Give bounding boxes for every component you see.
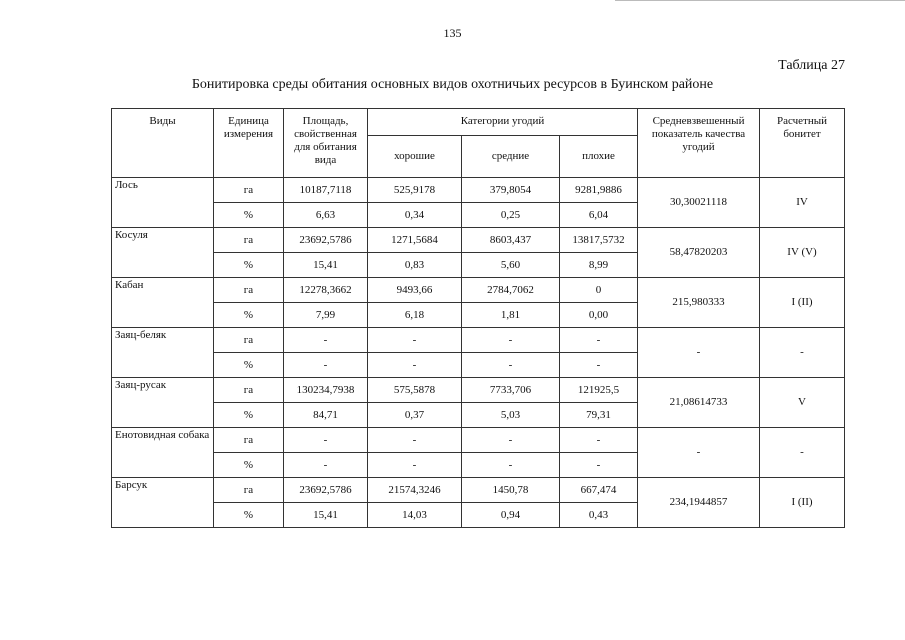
- cell-area: 23692,5786: [284, 478, 368, 503]
- header-good: хорошие: [368, 136, 462, 178]
- cell-good: 9493,66: [368, 278, 462, 303]
- cell-unit: %: [214, 353, 284, 378]
- cell-medium: -: [462, 353, 560, 378]
- table-row: [112, 328, 845, 353]
- species-name: Кабан: [112, 278, 214, 328]
- cell-unit: га: [214, 328, 284, 353]
- cell-poor: 8,99: [560, 253, 638, 278]
- bonitet-table: [111, 108, 845, 528]
- cell-unit: га: [214, 278, 284, 303]
- cell-bonitet: I (II): [760, 278, 845, 328]
- cell-bonitet: I (II): [760, 478, 845, 528]
- cell-unit: %: [214, 303, 284, 328]
- cell-area: 12278,3662: [284, 278, 368, 303]
- cell-medium: -: [462, 428, 560, 453]
- cell-unit: га: [214, 378, 284, 403]
- cell-good: -: [368, 328, 462, 353]
- table-row: [112, 178, 845, 203]
- cell-poor: 0,43: [560, 503, 638, 528]
- cell-medium: 1,81: [462, 303, 560, 328]
- cell-good: -: [368, 453, 462, 478]
- table-row: [112, 278, 845, 303]
- cell-poor: 0: [560, 278, 638, 303]
- cell-quality: 234,1944857: [638, 478, 760, 528]
- cell-poor: -: [560, 353, 638, 378]
- header-area: Площадь, свойственная для обитания вида: [284, 109, 368, 178]
- cell-poor: -: [560, 328, 638, 353]
- header-medium: средние: [462, 136, 560, 178]
- cell-unit: га: [214, 178, 284, 203]
- cell-good: 575,5878: [368, 378, 462, 403]
- cell-unit: %: [214, 453, 284, 478]
- cell-unit: %: [214, 503, 284, 528]
- table-row: [112, 228, 845, 253]
- cell-bonitet: IV (V): [760, 228, 845, 278]
- cell-poor: 667,474: [560, 478, 638, 503]
- top-rule: [615, 0, 905, 1]
- cell-medium: -: [462, 453, 560, 478]
- species-name: Лось: [112, 178, 214, 228]
- cell-poor: 121925,5: [560, 378, 638, 403]
- cell-unit: га: [214, 228, 284, 253]
- cell-area: 84,71: [284, 403, 368, 428]
- cell-poor: 0,00: [560, 303, 638, 328]
- cell-bonitet: IV: [760, 178, 845, 228]
- cell-poor: -: [560, 453, 638, 478]
- cell-area: 23692,5786: [284, 228, 368, 253]
- cell-medium: 0,25: [462, 203, 560, 228]
- cell-quality: 215,980333: [638, 278, 760, 328]
- table-label: Таблица 27: [778, 58, 845, 73]
- header-bonitet: Расчетный бонитет: [760, 109, 845, 178]
- species-name: Енотовидная собака: [112, 428, 214, 478]
- cell-area: 130234,7938: [284, 378, 368, 403]
- cell-medium: 1450,78: [462, 478, 560, 503]
- cell-medium: 0,94: [462, 503, 560, 528]
- cell-area: -: [284, 453, 368, 478]
- cell-quality: -: [638, 428, 760, 478]
- species-name: Косуля: [112, 228, 214, 278]
- cell-medium: 2784,7062: [462, 278, 560, 303]
- cell-unit: га: [214, 428, 284, 453]
- table-row: [112, 428, 845, 453]
- cell-area: 7,99: [284, 303, 368, 328]
- cell-area: 6,63: [284, 203, 368, 228]
- cell-poor: 9281,9886: [560, 178, 638, 203]
- table-body: [112, 178, 845, 528]
- species-name: Заяц-русак: [112, 378, 214, 428]
- cell-poor: 79,31: [560, 403, 638, 428]
- cell-quality: 21,08614733: [638, 378, 760, 428]
- cell-area: -: [284, 328, 368, 353]
- header-unit: Единица измерения: [214, 109, 284, 178]
- cell-bonitet: -: [760, 328, 845, 378]
- header-categories: Категории угодий: [368, 109, 638, 136]
- cell-poor: -: [560, 428, 638, 453]
- cell-area: 10187,7118: [284, 178, 368, 203]
- cell-area: 15,41: [284, 253, 368, 278]
- cell-medium: 7733,706: [462, 378, 560, 403]
- cell-area: -: [284, 428, 368, 453]
- cell-good: 6,18: [368, 303, 462, 328]
- cell-unit: га: [214, 478, 284, 503]
- cell-medium: 8603,437: [462, 228, 560, 253]
- table-row: [112, 478, 845, 503]
- cell-medium: 5,03: [462, 403, 560, 428]
- header-species: Виды: [112, 109, 214, 178]
- species-name: Барсук: [112, 478, 214, 528]
- cell-poor: 6,04: [560, 203, 638, 228]
- cell-bonitet: V: [760, 378, 845, 428]
- header-poor: плохие: [560, 136, 638, 178]
- cell-quality: -: [638, 328, 760, 378]
- cell-unit: %: [214, 203, 284, 228]
- table-row: [112, 378, 845, 403]
- cell-good: 14,03: [368, 503, 462, 528]
- species-name: Заяц-беляк: [112, 328, 214, 378]
- document-title: Бонитировка среды обитания основных видов охотничьих ресурсов в Буинском районе: [191, 77, 714, 92]
- cell-medium: -: [462, 328, 560, 353]
- cell-good: 1271,5684: [368, 228, 462, 253]
- cell-quality: 58,47820203: [638, 228, 760, 278]
- page-number: 135: [443, 26, 462, 40]
- cell-area: 15,41: [284, 503, 368, 528]
- cell-bonitet: -: [760, 428, 845, 478]
- cell-poor: 13817,5732: [560, 228, 638, 253]
- cell-good: 21574,3246: [368, 478, 462, 503]
- cell-unit: %: [214, 253, 284, 278]
- cell-good: 0,34: [368, 203, 462, 228]
- cell-good: 525,9178: [368, 178, 462, 203]
- cell-medium: 379,8054: [462, 178, 560, 203]
- cell-area: -: [284, 353, 368, 378]
- cell-unit: %: [214, 403, 284, 428]
- cell-quality: 30,30021118: [638, 178, 760, 228]
- cell-good: 0,83: [368, 253, 462, 278]
- cell-good: 0,37: [368, 403, 462, 428]
- cell-good: -: [368, 428, 462, 453]
- cell-medium: 5,60: [462, 253, 560, 278]
- cell-good: -: [368, 353, 462, 378]
- header-quality: Средневзвешенный показатель качества угодий: [638, 109, 760, 178]
